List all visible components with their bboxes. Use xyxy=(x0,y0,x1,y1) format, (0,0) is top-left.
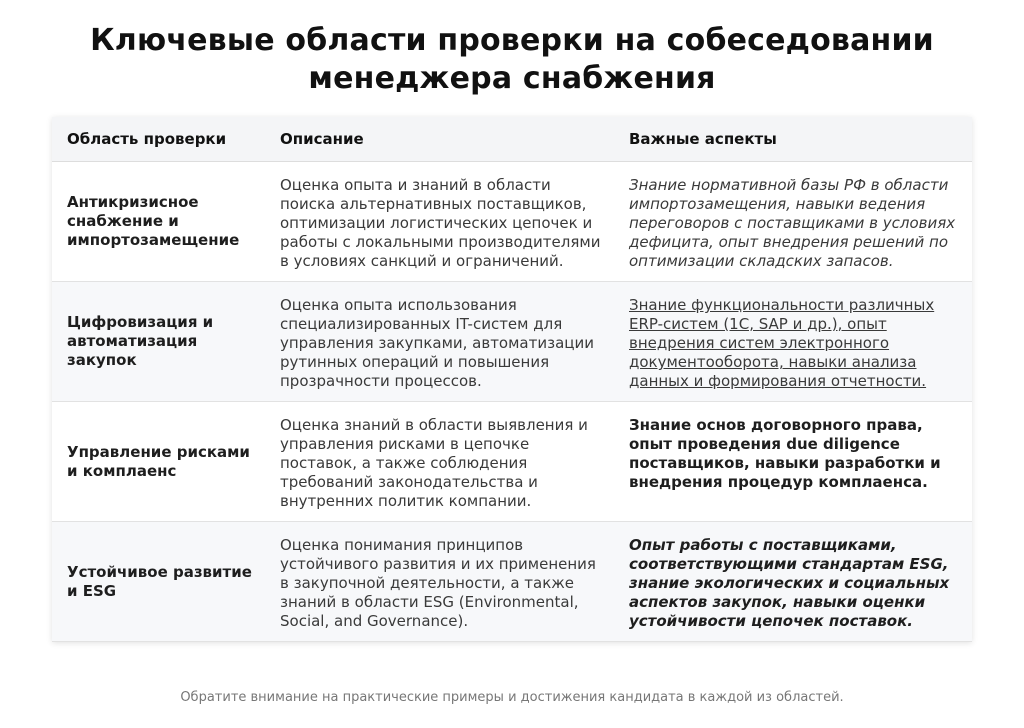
row-area: Антикризисное снабжение и импортозамещение xyxy=(52,162,265,282)
row-area: Устойчивое развитие и ESG xyxy=(52,522,265,642)
row-area: Цифровизация и автоматизация закупок xyxy=(52,282,265,402)
header-aspects: Важные аспекты xyxy=(614,117,972,162)
header-area: Область проверки xyxy=(52,117,265,162)
table-header-row xyxy=(52,117,972,162)
row-aspects: Знание нормативной базы РФ в области импортозамещения, навыки ведения переговоров с поставщиками в условиях дефицита, опыт внедрения решений по оптимизации складских запасов. xyxy=(614,162,972,282)
row-description: Оценка опыта использования специализированных IT-систем для управления закупками, автоматизации рутинных операций и повышения прозрачности процессов. xyxy=(265,282,614,402)
row-area: Управление рисками и комплаенс xyxy=(52,402,265,522)
row-aspects xyxy=(614,282,972,402)
page-title-line-2: менеджера снабжения xyxy=(308,61,716,96)
table-row xyxy=(52,282,972,402)
table-row xyxy=(52,522,972,642)
table-row xyxy=(52,402,972,522)
interview-areas-table xyxy=(52,117,972,642)
row-description: Оценка знаний в области выявления и управления рисками в цепочке поставок, а также соблюдения требований законодательства и внутренних политик компании. xyxy=(265,402,614,522)
page-title-line-1: Ключевые области проверки на собеседовании xyxy=(90,23,934,58)
table-row xyxy=(52,162,972,282)
header-description: Описание xyxy=(265,117,614,162)
footer-note: Обратите внимание на практические примеры и достижения кандидата в каждой из областей. xyxy=(180,690,844,705)
row-description: Оценка опыта и знаний в области поиска альтернативных поставщиков, оптимизации логистических цепочек и работы с локальными производителями в условиях санкций и ограничений. xyxy=(265,162,614,282)
row-aspects: Знание основ договорного права, опыт проведения due diligence поставщиков, навыки разработки и внедрения процедур комплаенса. xyxy=(614,402,972,522)
row-description: Оценка понимания принципов устойчивого развития и их применения в закупочной деятельности, а также знаний в области ESG (Environmental, Social, and Governance). xyxy=(265,522,614,642)
row-aspects: Опыт работы с поставщиками, соответствующими стандартам ESG, знание экологических и социальных аспектов закупок, навыки оценки устойчивости цепочек поставок. xyxy=(614,522,972,642)
row-aspects-text: Знание функциональности различных ERP-систем (1С, SAP и др.), опыт внедрения систем электронного документооборота, навыки анализа данных и формирования отчетности. xyxy=(629,296,935,390)
page-title xyxy=(0,0,1024,98)
